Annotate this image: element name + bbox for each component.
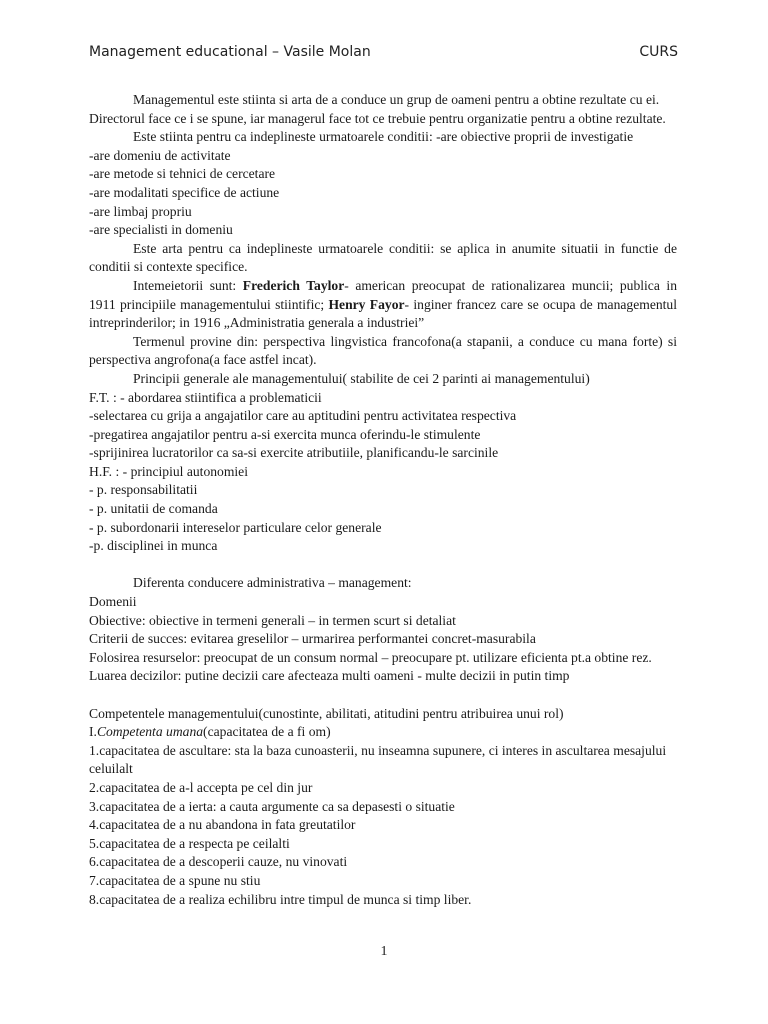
condition-item: -are modalitati specifice de actiune	[89, 184, 280, 200]
competence-item: 8.capacitatea de a realiza echilibru intre timpul de munca si timp liber.	[89, 891, 472, 907]
competences-number: I.	[89, 724, 97, 740]
competences-subtitle	[89, 723, 677, 742]
hf-item: - p. subordonarii intereselor particulare celor generale	[89, 519, 382, 535]
header-course-label: CURS	[639, 44, 678, 60]
hf-item: -p. disciplinei in munca	[89, 538, 218, 554]
founders-taylor-desc: - american preocupat de rationalizarea muncii; publica in	[344, 277, 677, 293]
competence-item: 3.capacitatea de a ierta: a cauta argumente ca sa depasesti o situatie	[89, 798, 455, 814]
page-header	[89, 44, 678, 64]
paragraph-founders-cont	[89, 296, 677, 315]
hf-item: - p. unitatii de comanda	[89, 501, 218, 517]
competence-item: 5.capacitatea de a respecta pe ceilalti	[89, 835, 290, 851]
paragraph-art: Este arta pentru ca indeplineste urmatoarele conditii: se aplica in anumite situatii in functie de	[133, 240, 677, 256]
page-number: 1	[380, 944, 388, 959]
founders-fayor-desc: - inginer francez care se ocupa de managementul	[404, 296, 677, 312]
condition-item: -are specialisti in domeniu	[89, 222, 233, 238]
paragraph-science: Este stiinta pentru ca indeplineste urmatoarele conditii: -are obiective proprii de investigatie	[133, 129, 634, 145]
ft-item: -pregatirea angajatilor pentru a-si exercita munca oferindu-le stimulente	[89, 426, 481, 442]
paragraph-definition: Managementul este stiinta si arta de a conduce un grup de oameni pentru a obtine rezultate cu ei.	[133, 92, 660, 107]
diff-item: Folosirea resurselor: preocupat de un consum normal – preocupare pt. utilizare eficienta pt.a obtine rez.	[89, 649, 652, 665]
ft-heading: F.T. : - abordarea stiintifica a problematicii	[89, 389, 322, 405]
competences-desc: (capacitatea de a fi om)	[203, 724, 331, 740]
hf-item: - p. responsabilitatii	[89, 482, 198, 498]
diff-title: Diferenta conducere administrativa – management:	[133, 575, 412, 591]
condition-item: -are domeniu de activitate	[89, 147, 231, 163]
founders-intro: Intemeietorii sunt:	[133, 277, 243, 293]
paragraph-art-cont: conditii si contexte specifice.	[89, 259, 248, 275]
paragraph-principles: Principii generale ale managementului( stabilite de cei 2 parinti ai managementului)	[133, 370, 590, 386]
paragraph-founders-end: intreprinderilor; in 1916 „Administratia generala a industriei”	[89, 315, 425, 331]
paragraph-origin: Termenul provine din: perspectiva lingvistica francofona(a stapanii, a conduce cu mana forte) si	[133, 333, 677, 349]
competence-item: 4.capacitatea de a nu abandona in fata greutatilor	[89, 817, 356, 833]
competence-item: 6.capacitatea de a descoperii cauze, nu vinovati	[89, 854, 348, 870]
competence-item: 2.capacitatea de a-l accepta pe cel din jur	[89, 779, 313, 795]
condition-item: -are metode si tehnici de cercetare	[89, 166, 276, 182]
diff-item: Obiective: obiective in termeni generali – in termen scurt si detaliat	[89, 612, 456, 628]
competence-item: 1.capacitatea de ascultare: sta la baza cunoasterii, nu inseamna supunere, ci interes in ascultarea mesajului	[89, 742, 667, 758]
ft-item: -selectarea cu grija a angajatilor care au aptitudini pentru activitatea respectiva	[89, 408, 517, 424]
founder-taylor: Frederich Taylor	[242, 277, 345, 293]
founders-year: 1911 principiile managementului stiintific;	[89, 296, 329, 312]
ft-item: -sprijinirea lucratorilor ca sa-si exercite atributiile, planificandu-le sarcinile	[89, 445, 499, 461]
diff-item: Luarea decizilor: putine decizii care afecteaza multi oameni - multe decizii in putin timp	[89, 668, 570, 684]
document-body	[89, 91, 677, 909]
paragraph-founders	[89, 277, 677, 296]
header-title: Management educational – Vasile Molan	[89, 44, 371, 60]
competences-human: Competenta umana	[96, 724, 204, 740]
diff-item: Criterii de succes: evitarea greselilor – urmarirea performantei concret-masurabila	[89, 631, 536, 647]
competences-title: Competentele managementului(cunostinte, abilitati, atitudini pentru atribuirea unui rol)	[89, 705, 564, 721]
competence-item: 7.capacitatea de a spune nu stiu	[89, 872, 261, 888]
paragraph-origin-cont: perspectiva angrofona(a face astfel incat).	[89, 352, 317, 368]
hf-heading: H.F. : - principiul autonomiei	[89, 463, 248, 479]
founder-fayor: Henry Fayor	[328, 296, 405, 312]
diff-item: Domenii	[89, 594, 137, 610]
competence-item-cont: celuilalt	[89, 761, 133, 777]
paragraph-definition-cont: Directorul face ce i se spune, iar managerul face tot ce trebuie pentru organizatie pentru a obtine rezultate.	[89, 110, 666, 126]
condition-item: -are limbaj propriu	[89, 203, 192, 219]
